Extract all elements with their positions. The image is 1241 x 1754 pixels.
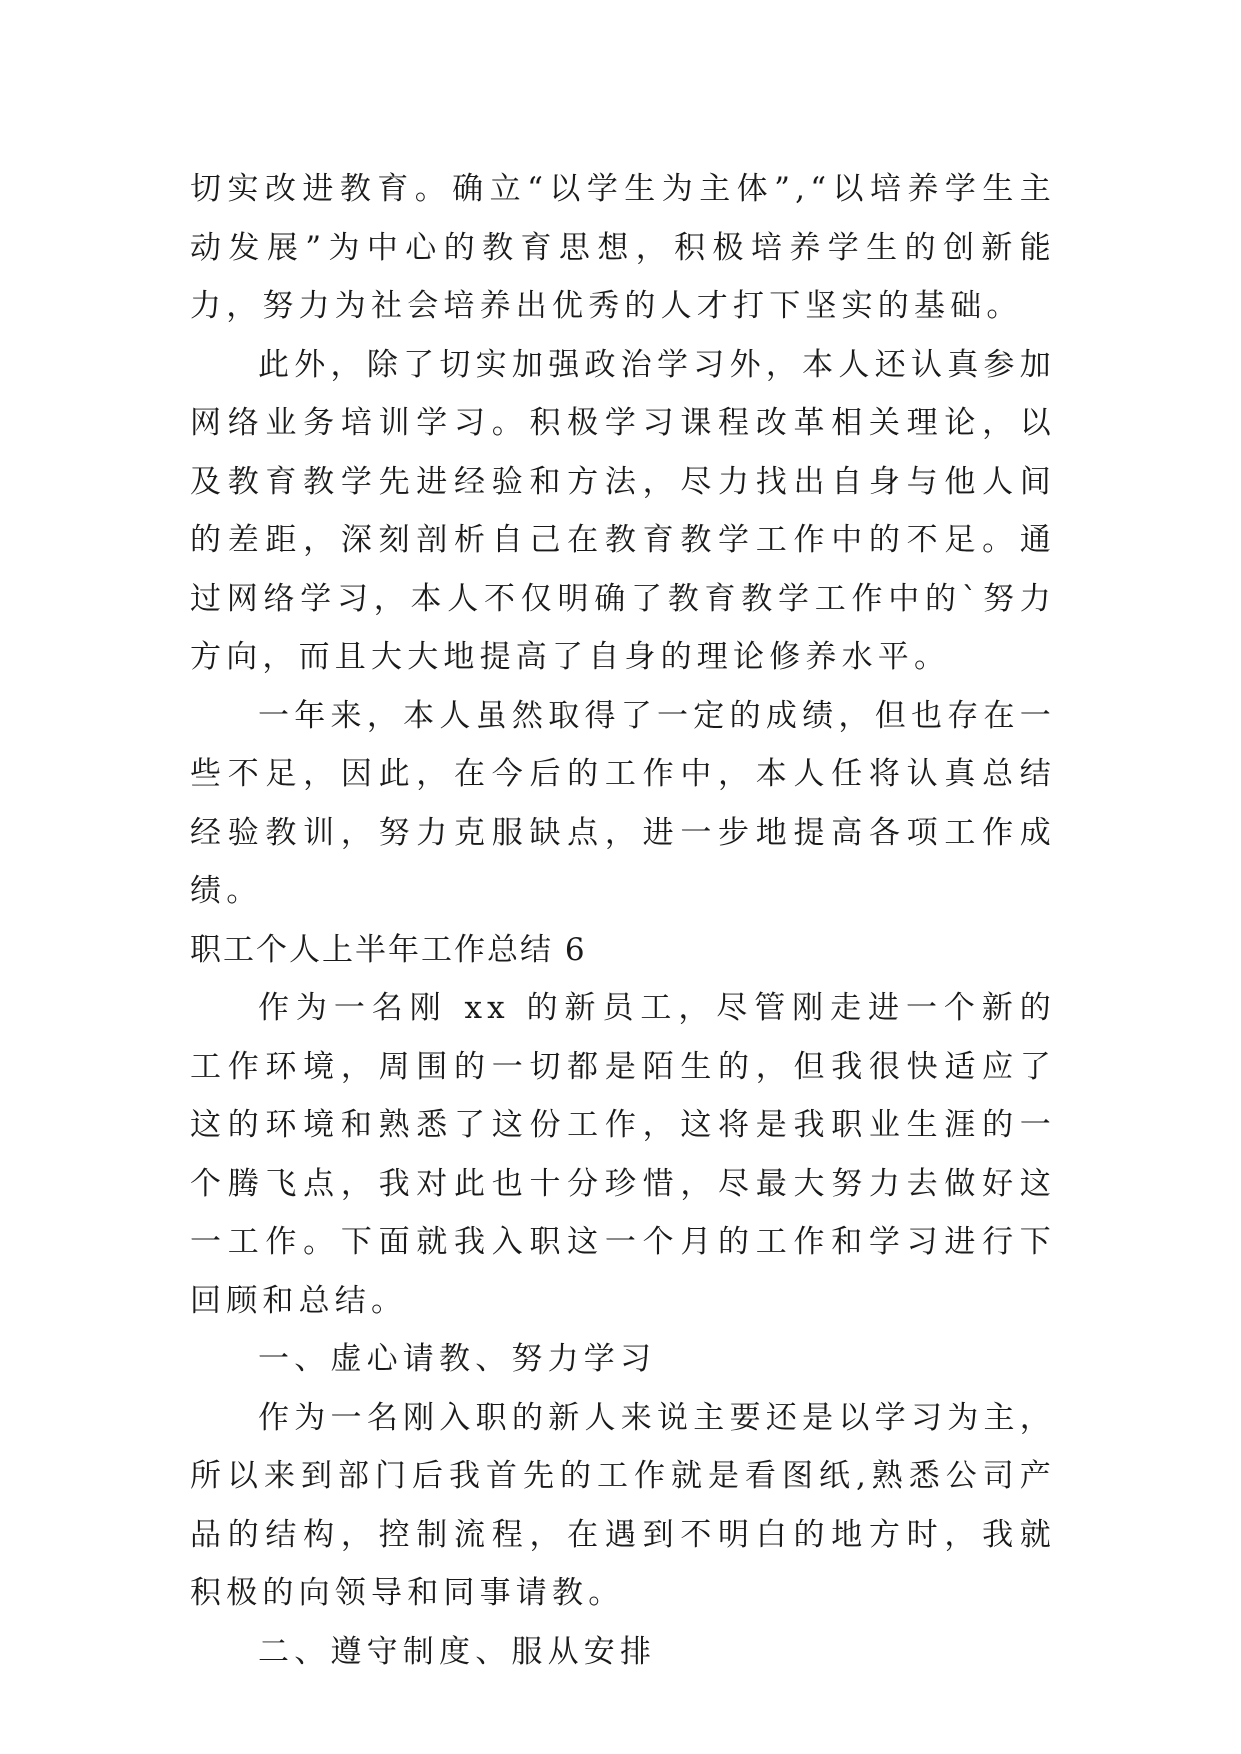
subheading-learning: 一、虚心请教、努力学习 <box>258 1341 657 1377</box>
paragraph-year-summary: 一年来，本人虽然取得了一定的成绩，但也存在一些不足，因此，在今后的工作中，本人任将认真总结经验教训，努力克服缺点，进一步地提高各项工作成绩。 <box>190 697 1056 909</box>
paragraph-network-training: 此外，除了切实加强政治学习外，本人还认真参加网络业务培训学习。积极学习课程改革相关理论，以及教育教学先进经验和方法，尽力找出自身与他人间的差距，深刻剖析自己在教育教学工作中的不足。通过网络学习，本人不仅明确了教育教学工作中的`努力方向，而且大大地提高了自身的理论修养水平。 <box>190 346 1056 675</box>
subheading-rules: 二、遵守制度、服从安排 <box>258 1633 657 1670</box>
paragraph-learning: 作为一名刚入职的新人来说主要还是以学习为主，所以来到部门后我首先的工作就是看图纸,熟悉公司产品的结构，控制流程，在遇到不明白的地方时，我就积极的向领导和同事请教。 <box>190 1399 1056 1611</box>
document-body <box>190 160 1056 1681</box>
section-heading: 职工个人上半年工作总结 6 <box>190 931 587 968</box>
paragraph-new-employee: 作为一名刚 xx 的新员工，尽管刚走进一个新的工作环境，周围的一切都是陌生的，但我很快适应了这的环境和熟悉了这份工作，这将是我职业生涯的一个腾飞点，我对此也十分珍惜，尽最大努力去做好这一工作。下面就我入职这一个月的工作和学习进行下回顾和总结。 <box>190 990 1056 1319</box>
paragraph-education-ideas: 切实改进教育。确立“以学生为主体”,“以培养学生主动发展”为中心的教育思想，积极培养学生的创新能力，努力为社会培养出优秀的人才打下坚实的基础。 <box>190 171 1056 324</box>
